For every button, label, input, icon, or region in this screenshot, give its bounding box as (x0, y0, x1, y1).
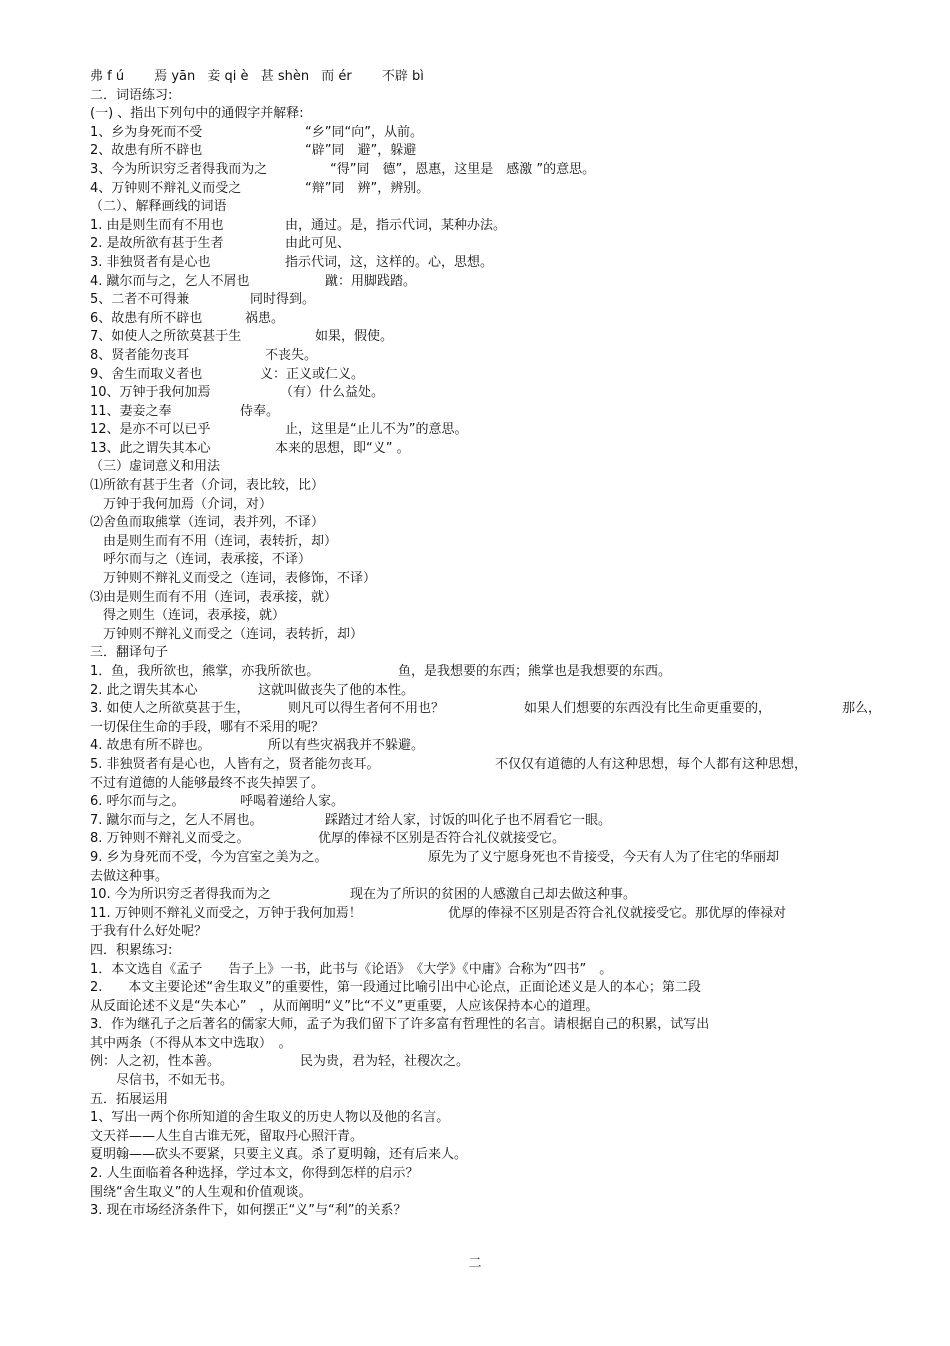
example-line: 尽信书，不如无书。 (90, 1073, 234, 1089)
translation-item: 于我有什么好处呢？ (90, 924, 208, 940)
pinyin-shen: 甚 shèn (260, 69, 310, 84)
function-word-item: ⑵舍鱼而取熊掌（连词，表并列，不译） (90, 515, 325, 531)
extension-line: 夏明翰——砍头不要紧，只要主义真。杀了夏明翰，还有后来人。 (90, 1147, 468, 1163)
word-item: 10、万钟于我何加焉 （有）什么益处。 (90, 385, 385, 401)
translation-item: 9. 乡为身死而不受，今为宫室之美为之。 原先为了义宁愿身死也不肯接受，今天有人为了住宅的华丽却 (90, 849, 780, 865)
pinyin-qie: 妾 qi è (207, 69, 249, 84)
word-item: 3. 非独贤者有是心也 指示代词，这，这样的。心，思想。 (90, 254, 494, 270)
function-word-item: 由是则生而有不用（连词，表转折，却） (90, 533, 338, 549)
extension-line: 文天祥——人生自古谁无死，留取丹心照汗青。 (90, 1128, 364, 1144)
function-word-item: 得之则生（连词，表承接，就） (90, 608, 286, 624)
tongjia-item: 3、今为所识穷乏者得我而为之 “得”同 德”，恩惠，这里是 感激 ”的意思。 (90, 161, 596, 177)
example-line: 例：人之初，性本善。 民为贵，君为轻，社稷次之。 (90, 1054, 470, 1070)
translation-item: 4. 故患有所不辟也。 所以有些灾祸我并不躲避。 (90, 738, 425, 754)
accumulation-line: 其中两条（不得从本文中选取） 。 (90, 1035, 292, 1051)
pinyin-fu: 弗 f ú (90, 69, 125, 84)
function-word-item: 万钟于我何加焉（介词，对） (90, 496, 273, 512)
extension-line: 1、写出一两个你所知道的舍生取义的历史人物以及他的名言。 (90, 1110, 450, 1126)
section-3-title: 三．翻译句子 (90, 645, 169, 661)
section-2-title: 二．词语练习: (90, 87, 173, 103)
function-word-item: ⑶由是则生而有不用（连词，表承接，就） (90, 589, 338, 605)
extension-line: 2. 人生面临着各种选择，学过本文，你得到怎样的启示？ (90, 1166, 419, 1182)
section-2-sub1: (一) 、指出下列句中的通假字并解释: (90, 106, 304, 122)
tongjia-item: 2、故患有所不辟也 “辟”同 避”，躲避 (90, 143, 417, 159)
translation-item: 一切保住生命的手段，哪有不采用的呢？ (90, 719, 325, 735)
translation-item: 3. 如使人之所欲莫甚于生， 则凡可以得生者何不用也？ 如果人们想要的东西没有比生命更重要的， 那么， (90, 701, 882, 717)
accumulation-line: 1．本文选自《孟子 告子上》一书，此书与《论语》 《大学》《中庸》合称为“四书” 。 (90, 961, 613, 977)
translation-item: 6. 呼尔而与之。 呼喝着递给人家。 (90, 794, 345, 810)
extension-line: 围绕“舍生取义”的人生观和价值观谈。 (90, 1184, 312, 1200)
translation-item: 10. 今为所识穷乏者得我而为之 现在为了所识的贫困的人感激自己却去做这种事。 (90, 887, 637, 903)
document-body (90, 68, 890, 1221)
translation-item: 5. 非独贤者有是心也，人皆有之，贤者能勿丧耳。 不仅仅有道德的人有这种思想，每个人都有这种思想， (90, 756, 808, 772)
translation-item: 1．鱼，我所欲也，熊掌，亦我所欲也。 鱼，是我想要的东西；熊掌也是我想要的东西。 (90, 664, 672, 679)
word-item: 9、舍生而取义者也 义：正义或仁义。 (90, 366, 365, 382)
word-item: 7、如使人之所欲莫甚于生 如果，假使。 (90, 329, 394, 345)
accumulation-line: 从反面论述不义是“失本心” ，从而阐明“义”比“不义”更重要，人应该保持本心的道理。 (90, 998, 599, 1014)
translation-item: 不过有道德的人能够最终不丧失掉罢了。 (90, 775, 325, 791)
pinyin-er: 而 ér (321, 69, 352, 84)
translation-item: 11. 万钟则不辩礼义而受之，万钟于我何加焉！ 优厚的俸禄不区别是否符合礼仪就接受它。那优厚的俸禄对 (90, 905, 787, 921)
extension-line: 3. 现在市场经济条件下，如何摆正“义”与“利”的关系？ (90, 1203, 407, 1219)
word-item: 12、是亦不可以已乎 止，这里是“止儿不为”的意思。 (90, 422, 468, 438)
pinyin-bi: 不辟 bì (381, 69, 424, 84)
function-word-item: ⑴所欲有甚于生者（介词，表比较，比） (90, 478, 325, 494)
section-4-title: 四．积累练习: (90, 942, 173, 958)
translation-item: 7. 蹴尔而与之，乞人不屑也。 踩踏过才给人家，讨饭的叫化子也不屑看它一眼。 (90, 812, 612, 828)
tongjia-item: 1、乡为身死而不受 “乡”同“向”，从前。 (90, 124, 423, 140)
function-word-item: 万钟则不辩礼义而受之（连词，表修饰，不译） (90, 571, 377, 587)
function-word-item: 万钟则不辩礼义而受之（连词，表转折，却） (90, 626, 364, 642)
section-2-sub2: （二）、解释画线的词语 (90, 199, 227, 215)
translation-item: 去做这种事。 (90, 868, 169, 884)
word-item: 8、贤者能勿丧耳 不丧失。 (90, 347, 318, 363)
page-number: 二 (468, 1256, 482, 1271)
pinyin-yan: 焉 yān (154, 69, 196, 84)
word-item: 13、此之谓失其本心 本来的思想，即“义” 。 (90, 440, 410, 456)
section-5-title: 五．拓展运用 (90, 1091, 169, 1107)
accumulation-line: 2. 本文主要论述“舍生取义”的重要性，第一段通过比喻引出中心论点，正面论述义是人的本心；第二段 (90, 980, 701, 996)
word-item: 6、故患有所不辟也 祸患。 (90, 310, 285, 326)
word-item: 1. 由是则生而有不用也 由，通过。是，指示代词，某种办法。 (90, 217, 507, 233)
pinyin-line (90, 68, 890, 87)
section-2-sub3: （三）虚词意义和用法 (90, 459, 221, 475)
translation-item: 2. 此之谓失其本心 这就叫做丧失了他的本性。 (90, 682, 415, 698)
function-word-item: 呼尔而与之（连词，表承接，不译） (90, 552, 312, 568)
tongjia-item: 4、万钟则不辩礼义而受之 “辩”同 辨”，辨别。 (90, 180, 430, 196)
translation-item: 8. 万钟则不辩礼义而受之。 优厚的俸禄不区别是否符合礼仪就接受它。 (90, 831, 566, 847)
word-item: 11、妻妾之奉 侍奉。 (90, 403, 280, 419)
word-item: 4. 蹴尔而与之，乞人不屑也 蹴：用脚践踏。 (90, 273, 417, 289)
word-item: 2. 是故所欲有甚于生者 由此可见、 (90, 236, 351, 252)
accumulation-line: 3．作为继孔子之后著名的儒家大师，孟子为我们留下了许多富有哲理性的名言。请根据自己的积累，试写出 (90, 1017, 710, 1033)
word-item: 5、二者不可得兼 同时得到。 (90, 292, 316, 308)
